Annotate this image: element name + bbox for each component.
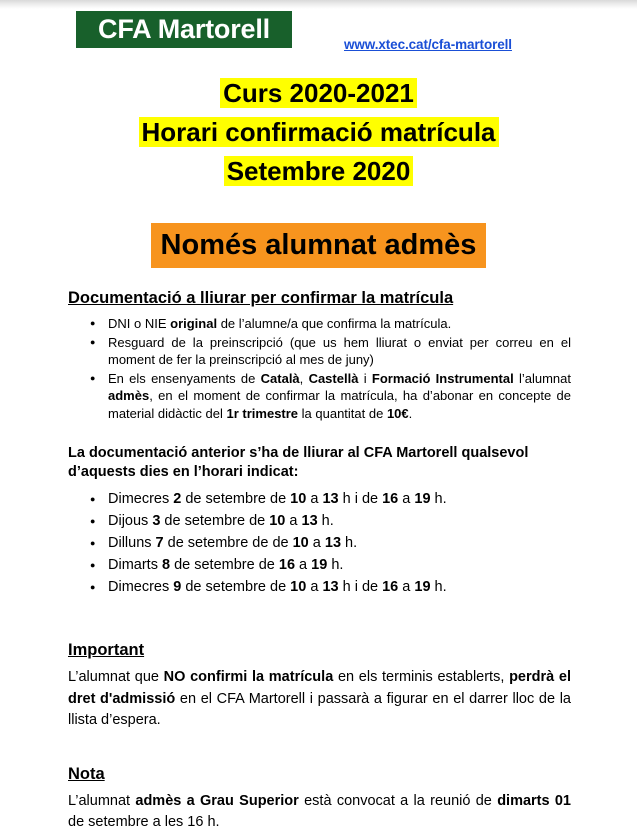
- list-item: [68, 315, 571, 333]
- website-link[interactable]: www.xtec.cat/cfa-martorell: [344, 37, 512, 52]
- emphasis-text: NO confirmi la matrícula: [163, 669, 334, 685]
- schedule-list: [68, 488, 571, 598]
- plain-text: L’alumnat: [68, 792, 136, 809]
- plain-text: a: [398, 579, 415, 595]
- plain-text: Resguard de la preinscripció (que us hem lliurat o enviat per correu en el moment de fer la preinscripció al mes de juny): [108, 334, 571, 367]
- important-block: [68, 640, 571, 732]
- list-item: [68, 532, 571, 554]
- plain-text: h.: [341, 535, 358, 551]
- delivery-intro-paragraph: La documentació anterior s’ha de lliurar al CFA Martorell qualsevol d’aquests dies en l’horari indicat:: [68, 445, 529, 480]
- emphasis-text: 10: [292, 535, 309, 551]
- plain-text: a: [308, 535, 325, 551]
- document-header: [0, 8, 637, 56]
- nota-block: [68, 764, 571, 834]
- plain-text: a: [306, 491, 323, 507]
- emphasis-text: 10€: [386, 405, 409, 421]
- emphasis-text: 16: [382, 579, 399, 595]
- emphasis-text: 19: [414, 579, 431, 595]
- emphasis-text: original: [170, 316, 218, 331]
- emphasis-text: Formació Instrumental: [371, 370, 514, 386]
- emphasis-text: 19: [311, 557, 328, 573]
- plain-text: de setembre de: [170, 557, 279, 573]
- list-item: [68, 576, 571, 598]
- emphasis-text: 16: [382, 491, 399, 507]
- plain-text: de setembre de: [160, 513, 270, 529]
- plain-text: de setembre a les 16 h.: [68, 814, 220, 830]
- list-item: [68, 554, 571, 576]
- plain-text: de l’alumne/a que confirma la matrícula.: [217, 316, 452, 331]
- plain-text: en el CFA Martorell i passarà a figurar en el darrer lloc de la llista d’espera.: [68, 690, 571, 728]
- plain-text: de setembre de de: [163, 535, 293, 551]
- emphasis-text: 1r trimestre: [226, 405, 299, 421]
- plain-text: a: [398, 491, 415, 507]
- list-item: [68, 370, 571, 423]
- list-item: [68, 510, 571, 532]
- plain-text: .: [408, 405, 413, 421]
- emphasis-text: Castellà: [308, 370, 359, 386]
- documentation-list: [68, 315, 571, 422]
- plain-text: a: [306, 579, 323, 595]
- list-item: [68, 334, 571, 369]
- emphasis-text: admès: [108, 388, 150, 403]
- plain-text: h.: [327, 557, 344, 573]
- emphasis-text: 2: [173, 491, 182, 507]
- nota-heading: Nota: [68, 764, 105, 783]
- plain-text: DNI o NIE: [108, 316, 171, 331]
- emphasis-text: 13: [324, 535, 342, 551]
- plain-text: Dimecres: [108, 491, 174, 507]
- emphasis-text: 19: [414, 491, 431, 507]
- banner-text: Només alumnat admès: [151, 223, 487, 268]
- title-month-text: Setembre 2020: [224, 156, 414, 186]
- plain-text: Dimecres: [108, 579, 174, 595]
- title-block: [0, 76, 637, 193]
- plain-text: Dilluns: [108, 535, 156, 551]
- plain-text: h i de: [338, 579, 383, 595]
- emphasis-text: 13: [322, 579, 339, 595]
- emphasis-text: 16: [278, 557, 296, 573]
- plain-text: i: [358, 370, 372, 386]
- plain-text: h.: [317, 513, 334, 529]
- title-line-course: [0, 76, 637, 110]
- document-body: [68, 288, 571, 834]
- emphasis-text: 7: [155, 535, 164, 551]
- plain-text: la quantitat de: [298, 405, 387, 421]
- plain-text: , en el moment de confirmar la matrícula, ha d’abonar en concepte de material didàctic del: [108, 388, 571, 421]
- emphasis-text: 10: [269, 513, 286, 529]
- title-course-text: Curs 2020-2021: [220, 78, 417, 108]
- plain-text: de setembre de: [181, 491, 291, 507]
- emphasis-text: perdrà el dret d'admissió: [68, 669, 571, 707]
- plain-text: ,: [299, 370, 309, 386]
- plain-text: h.: [430, 579, 447, 595]
- emphasis-text: admès a Grau Superior: [135, 792, 299, 809]
- title-subject-text: Horari confirmació matrícula: [139, 117, 499, 147]
- list-item: [68, 488, 571, 510]
- plain-text: l’alumnat: [513, 370, 572, 386]
- plain-text: h.: [430, 491, 447, 507]
- plain-text: En els ensenyaments de: [108, 370, 261, 386]
- emphasis-text: dimarts 01: [497, 792, 572, 809]
- emphasis-text: 13: [301, 513, 318, 529]
- plain-text: de setembre de: [181, 579, 291, 595]
- title-line-subject: [0, 115, 637, 149]
- plain-text: està convocat a la reunió de: [298, 792, 498, 809]
- documentation-heading: Documentació a lliurar per confirmar la matrícula: [68, 289, 454, 307]
- plain-text: Dimarts: [108, 557, 162, 573]
- plain-text: Dijous: [108, 513, 153, 529]
- emphasis-text: 10: [290, 579, 307, 595]
- plain-text: a: [295, 557, 312, 573]
- admitted-students-banner: [0, 223, 637, 268]
- cfa-martorell-logo: CFA Martorell: [76, 11, 292, 48]
- plain-text: h i de: [338, 491, 383, 507]
- emphasis-text: 9: [173, 579, 182, 595]
- emphasis-text: 13: [322, 491, 339, 507]
- plain-text: L’alumnat que: [68, 669, 164, 685]
- emphasis-text: 3: [152, 513, 161, 529]
- plain-text: en els terminis establerts,: [333, 669, 510, 685]
- important-paragraph: [68, 667, 571, 732]
- important-heading: Important: [68, 641, 145, 659]
- emphasis-text: 8: [161, 557, 171, 573]
- emphasis-text: 10: [290, 491, 307, 507]
- emphasis-text: Català: [260, 370, 300, 386]
- nota-paragraph: [68, 791, 571, 834]
- title-line-month: [0, 154, 637, 188]
- plain-text: a: [285, 513, 302, 529]
